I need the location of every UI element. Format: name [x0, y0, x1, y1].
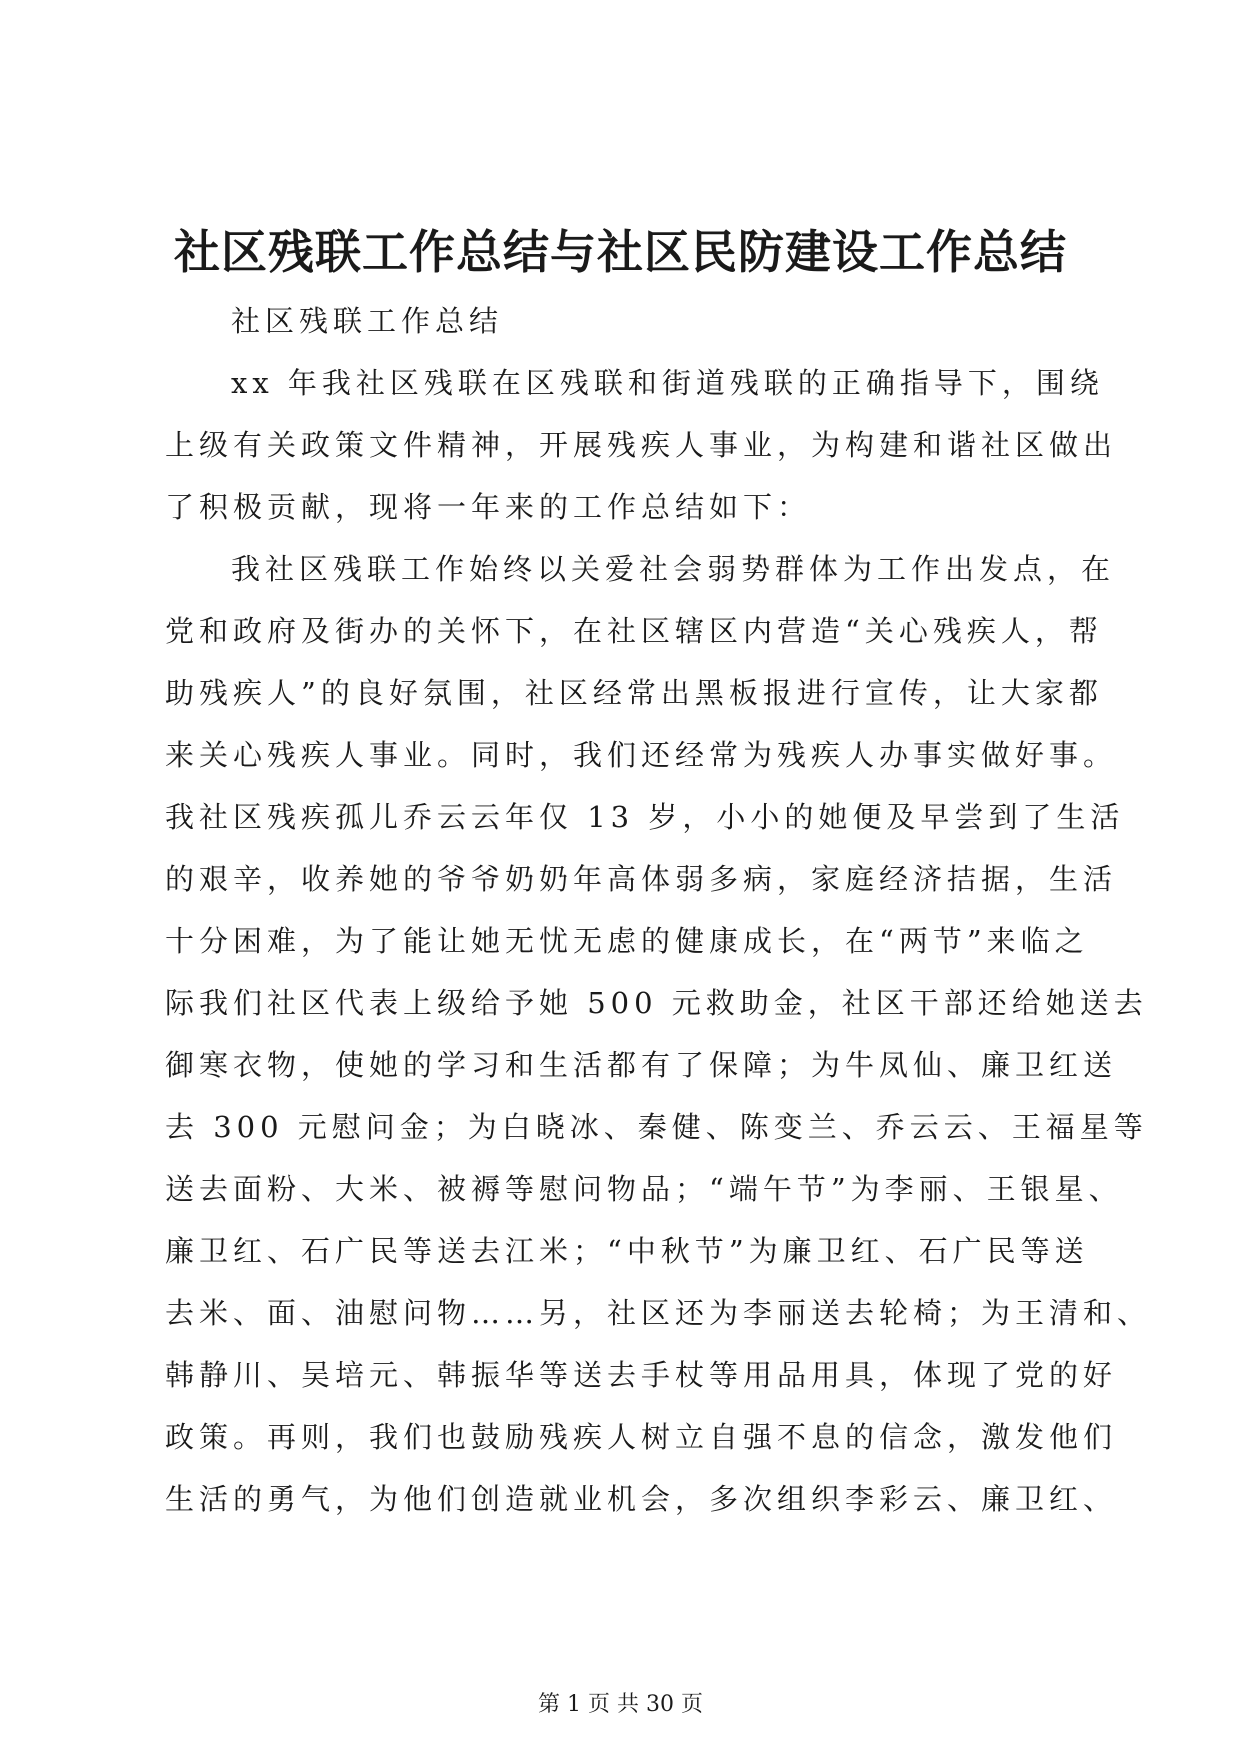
paragraph-line: 韩静川、吴培元、韩振华等送去手杖等用品用具，体现了党的好 [165, 1358, 1118, 1392]
section-heading: 社区残联工作总结 [231, 304, 504, 338]
paragraph-line: 际我们社区代表上级给予她 500 元救助金，社区干部还给她送去 [165, 986, 1148, 1020]
paragraph-line: 十分困难，为了能让她无忧无虑的健康成长，在“两节”来临之 [165, 924, 1089, 958]
paragraph-line: 御寒衣物，使她的学习和生活都有了保障；为牛凤仙、廉卫红送 [165, 1048, 1118, 1082]
paragraph-line: 去米、面、油慰问物……另，社区还为李丽送去轮椅；为王清和、 [165, 1296, 1152, 1330]
document-body [165, 290, 1152, 1530]
paragraph-line: 去 300 元慰问金；为白晓冰、秦健、陈变兰、乔云云、王福星等 [165, 1110, 1148, 1144]
paragraph-line: 了积极贡献，现将一年来的工作总结如下： [165, 490, 812, 524]
paragraph-line: 来关心残疾人事业。同时，我们还经常为残疾人办事实做好事。 [165, 738, 1118, 772]
paragraph-line: 生活的勇气，为他们创造就业机会，多次组织李彩云、廉卫红、 [165, 1482, 1118, 1516]
paragraph-line: 送去面粉、大米、被褥等慰问物品；“端午节”为李丽、王银星、 [165, 1172, 1123, 1206]
paragraph-line: 政策。再则，我们也鼓励残疾人树立自强不息的信念，激发他们 [165, 1420, 1118, 1454]
document-title: 社区残联工作总结与社区民防建设工作总结 [174, 225, 1067, 279]
paragraph-line: 的艰辛，收养她的爷爷奶奶年高体弱多病，家庭经济拮据，生活 [165, 862, 1118, 896]
paragraph-line: 廉卫红、石广民等送去江米；“中秋节”为廉卫红、石广民等送 [165, 1234, 1089, 1268]
paragraph-line: 党和政府及街办的关怀下，在社区辖区内营造“关心残疾人，帮 [165, 614, 1103, 648]
paragraph-line: 助残疾人”的良好氛围，社区经常出黑板报进行宣传，让大家都 [165, 676, 1103, 710]
page-number-footer: 第 1 页 共 30 页 [538, 1692, 703, 1717]
paragraph-line: xx 年我社区残联在区残联和街道残联的正确指导下，围绕 [231, 366, 1104, 400]
paragraph-line: 我社区残联工作始终以关爱社会弱势群体为工作出发点，在 [231, 552, 1116, 586]
paragraph-line: 上级有关政策文件精神，开展残疾人事业，为构建和谐社区做出 [165, 428, 1118, 462]
paragraph-line: 我社区残疾孤儿乔云云年仅 13 岁，小小的她便及早尝到了生活 [165, 800, 1125, 834]
